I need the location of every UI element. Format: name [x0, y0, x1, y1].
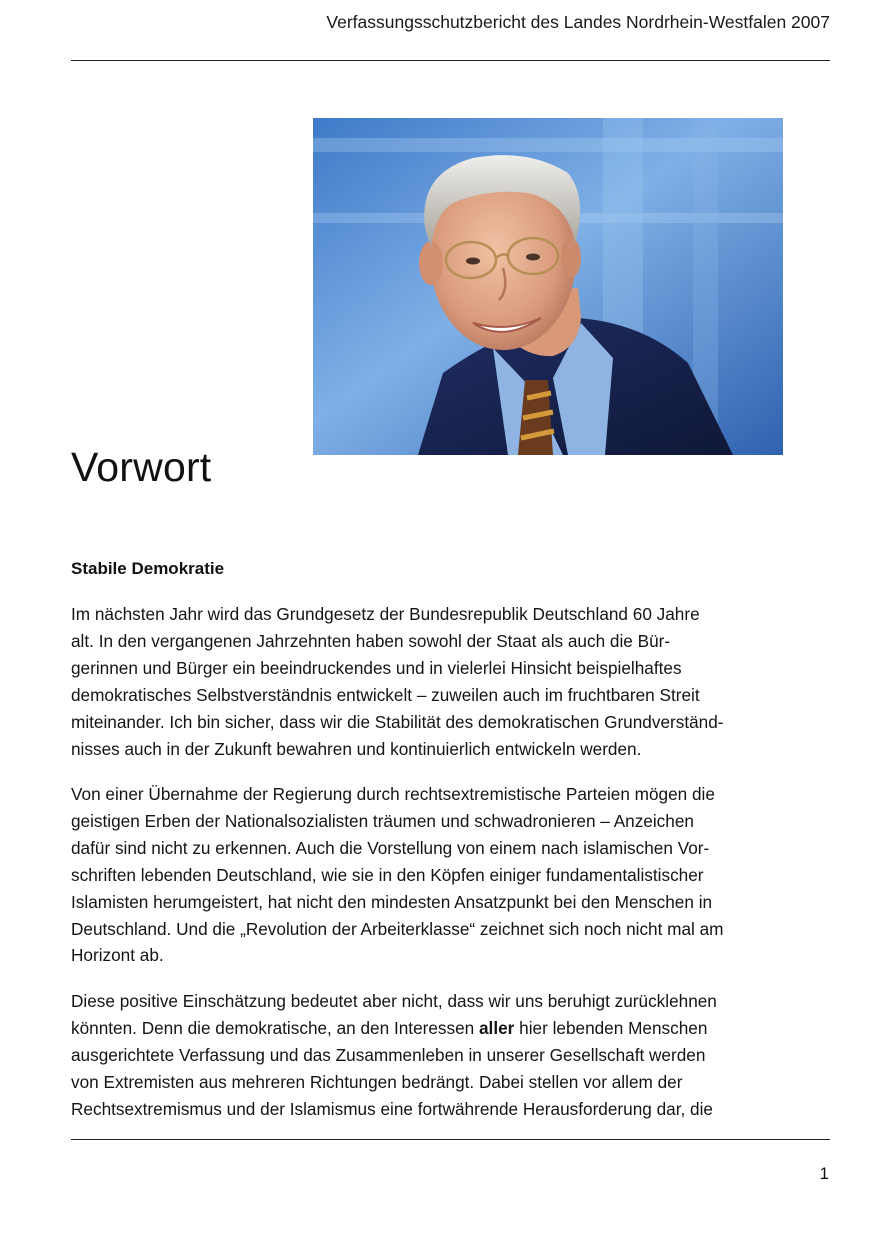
paragraph-3: [71, 988, 791, 1123]
paragraph-1: [71, 601, 791, 762]
section-heading: Stabile Demokratie: [71, 559, 225, 578]
paragraph-line: Deutschland. Und die „Revolution der Arbeiterklasse“ zeichnet sich noch nicht mal am: [71, 918, 724, 939]
portrait-photo: [313, 118, 783, 455]
page-title: Vorwort: [71, 444, 212, 490]
running-header: Verfassungsschutzbericht des Landes Nordrhein-Westfalen 2007: [326, 12, 830, 32]
paragraph-line: Von einer Übernahme der Regierung durch rechtsextremistische Parteien mögen die: [71, 784, 715, 804]
page-number: 1: [819, 1164, 829, 1183]
header-divider: [71, 60, 830, 61]
text-run: könnten. Denn die demokratische, an den Interessen: [71, 1017, 479, 1038]
paragraph-line: Diese positive Einschätzung bedeutet aber nicht, dass wir uns beruhigt zurücklehnen: [71, 991, 717, 1011]
paragraph-2: [71, 781, 791, 969]
paragraph-line: nisses auch in der Zukunft bewahren und kontinuierlich entwickeln werden.: [71, 738, 642, 759]
footer-divider: [71, 1139, 830, 1140]
paragraph-line: ausgerichtete Verfassung und das Zusammenleben in unserer Gesellschaft werden: [71, 1044, 706, 1065]
paragraph-line: Im nächsten Jahr wird das Grundgesetz der Bundesrepublik Deutschland 60 Jahre: [71, 604, 700, 624]
paragraph-line: [71, 1015, 791, 1042]
paragraph-line: Islamisten herumgeistert, hat nicht den mindesten Ansatzpunkt bei den Menschen in: [71, 891, 713, 912]
paragraph-line: Rechtsextremismus und der Islamismus eine fortwährende Herausforderung dar, die: [71, 1098, 713, 1119]
paragraph-line: miteinander. Ich bin sicher, dass wir die Stabilität des demokratischen Grundverständ-: [71, 711, 724, 732]
paragraph-line: Horizont ab.: [71, 945, 164, 966]
paragraph-line: alt. In den vergangenen Jahrzehnten haben sowohl der Staat als auch die Bür-: [71, 630, 671, 651]
emphasis-aller: aller: [479, 1017, 515, 1038]
paragraph-line: von Extremisten aus mehreren Richtungen bedrängt. Dabei stellen vor allem der: [71, 1071, 683, 1092]
paragraph-line: schriften lebenden Deutschland, wie sie in den Köpfen einiger fundamentalistischer: [71, 864, 704, 885]
paragraph-line: gerinnen und Bürger ein beeindruckendes und in vielerlei Hinsicht beispielhaftes: [71, 657, 682, 678]
paragraph-line: dafür sind nicht zu erkennen. Auch die Vorstellung von einem nach islamischen Vor-: [71, 837, 710, 858]
paragraph-line: geistigen Erben der Nationalsozialisten träumen und schwadronieren – Anzeichen: [71, 810, 694, 831]
paragraph-line: demokratisches Selbstverständnis entwickelt – zuweilen auch im fruchtbaren Streit: [71, 684, 700, 705]
text-run: hier lebenden Menschen: [514, 1017, 708, 1038]
